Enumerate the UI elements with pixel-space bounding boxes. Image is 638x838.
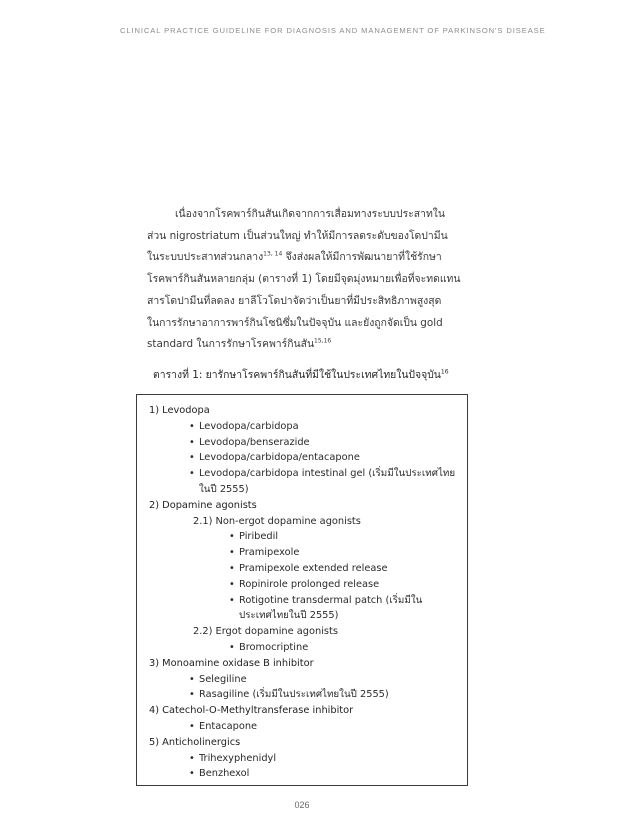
drug-name: Pramipexole xyxy=(239,547,300,559)
drug-name: Entacapone xyxy=(199,720,258,732)
drug-group-heading: 5) Anticholinergics xyxy=(149,736,241,748)
drug-name: Ropinirole prolonged release xyxy=(239,578,380,590)
drug-name: Levodopa/carbidopa/entacapone xyxy=(199,452,360,464)
bullet-icon: • xyxy=(229,594,235,606)
drug-list xyxy=(149,403,465,782)
drug-group-heading: 3) Monoamine oxidase B inhibitor xyxy=(149,657,314,669)
bullet-icon: • xyxy=(189,673,195,685)
drug-list-item xyxy=(149,561,465,577)
drug-name: Bromocriptine xyxy=(239,641,309,653)
drug-list-item xyxy=(149,577,465,593)
drug-name: Pramipexole extended release xyxy=(239,562,388,574)
table-caption-text: ตารางที่ 1: ยารักษาโรคพาร์กินสันที่มีใช้ในประเทศไทยในปัจจุบัน xyxy=(153,369,441,381)
drug-list-item-continuation: ในปี 2555) xyxy=(199,483,249,495)
bullet-icon: • xyxy=(189,468,195,480)
drug-name: Rotigotine transdermal patch (เริ่มมีใน xyxy=(239,594,423,606)
drug-name: Levodopa/carbidopa intestinal gel (เริ่มมีในประเทศไทย xyxy=(199,468,456,480)
bullet-icon: • xyxy=(189,720,195,732)
drug-name: Trihexyphenidyl xyxy=(199,752,277,764)
body-line-text: จึงส่งผลให้มีการพัฒนายาที่ใช้รักษา xyxy=(285,251,442,264)
drug-list-item xyxy=(149,640,465,656)
drug-list-item xyxy=(149,593,465,609)
drug-name: Benzhexol xyxy=(199,768,250,780)
drug-group-heading: 4) Catechol-O-Methyltransferase inhibitor xyxy=(149,705,354,717)
drug-subgroup-heading: 2.2) Ergot dopamine agonists xyxy=(193,626,338,638)
drug-group-heading: 2) Dopamine agonists xyxy=(149,499,257,511)
drug-list-item xyxy=(149,672,465,688)
body-line-text: standard ในการรักษาโรคพาร์กินสัน xyxy=(147,338,315,351)
drug-list-item xyxy=(149,719,465,735)
body-paragraph xyxy=(147,204,461,356)
drug-name: Rasagiline (เริ่มมีในประเทศไทยในปี 2555) xyxy=(199,689,389,701)
bullet-icon: • xyxy=(189,420,195,432)
running-header: CLINICAL PRACTICE GUIDELINE FOR DIAGNOSIS AND MANAGEMENT OF PARKINSON'S DISEASE xyxy=(120,26,546,35)
body-line xyxy=(147,247,453,269)
body-line: โรคพาร์กินสันหลายกลุ่ม (ตารางที่ 1) โดยมีจุดมุ่งหมายเพื่อที่จะทดแทน xyxy=(147,273,461,286)
drug-table-box xyxy=(136,394,468,786)
bullet-icon: • xyxy=(189,452,195,464)
body-line: สารโดปามีนที่ลดลง ยาลีโวโดปาจัดว่าเป็นยาที่มีประสิทธิภาพสูงสุด xyxy=(147,294,442,307)
drug-list-item xyxy=(149,419,465,435)
drug-list-item xyxy=(149,435,465,451)
drug-list-item xyxy=(149,766,465,782)
drug-list-item xyxy=(149,450,465,466)
bullet-icon: • xyxy=(229,531,235,543)
drug-group-heading: 1) Levodopa xyxy=(149,405,210,416)
drug-name: Piribedil xyxy=(239,531,279,543)
body-line: ส่วน nigrostriatum เป็นส่วนใหญ่ ทำให้มีการลดระดับของโดปามีน xyxy=(147,229,448,242)
citation-ref: 16 xyxy=(440,368,449,376)
drug-name: Selegiline xyxy=(199,673,247,685)
page-number: 026 xyxy=(294,800,310,810)
drug-list-item xyxy=(149,751,465,767)
drug-list-item xyxy=(149,529,465,545)
citation-ref: 13, 14 xyxy=(263,250,283,258)
drug-list-item xyxy=(149,687,465,703)
bullet-icon: • xyxy=(189,752,195,764)
bullet-icon: • xyxy=(229,578,235,590)
drug-subgroup-heading: 2.1) Non-ergot dopamine agonists xyxy=(193,515,361,527)
bullet-icon: • xyxy=(229,547,235,559)
bullet-icon: • xyxy=(229,641,235,653)
table-caption xyxy=(153,366,449,383)
body-line xyxy=(147,334,453,356)
citation-ref: 15,16 xyxy=(314,337,332,345)
bullet-icon: • xyxy=(189,689,195,701)
bullet-icon: • xyxy=(189,436,195,448)
drug-list-item xyxy=(149,466,465,482)
bullet-icon: • xyxy=(189,768,195,780)
body-line-text: ในระบบประสาทส่วนกลาง xyxy=(147,251,264,264)
drug-list-item xyxy=(149,545,465,561)
bullet-icon: • xyxy=(229,562,235,574)
body-line: เนื่องจากโรคพาร์กินสันเกิดจากการเสื่อมทางระบบประสาทใน xyxy=(175,208,445,220)
drug-name: Levodopa/benserazide xyxy=(199,436,310,448)
drug-list-item-continuation: ประเทศไทยในปี 2555) xyxy=(239,610,339,622)
drug-name: Levodopa/carbidopa xyxy=(199,420,299,432)
body-line: ในการรักษาอาการพาร์กินโซนิซึ่มในปัจจุบัน และยังถูกจัดเป็น gold xyxy=(147,316,443,329)
